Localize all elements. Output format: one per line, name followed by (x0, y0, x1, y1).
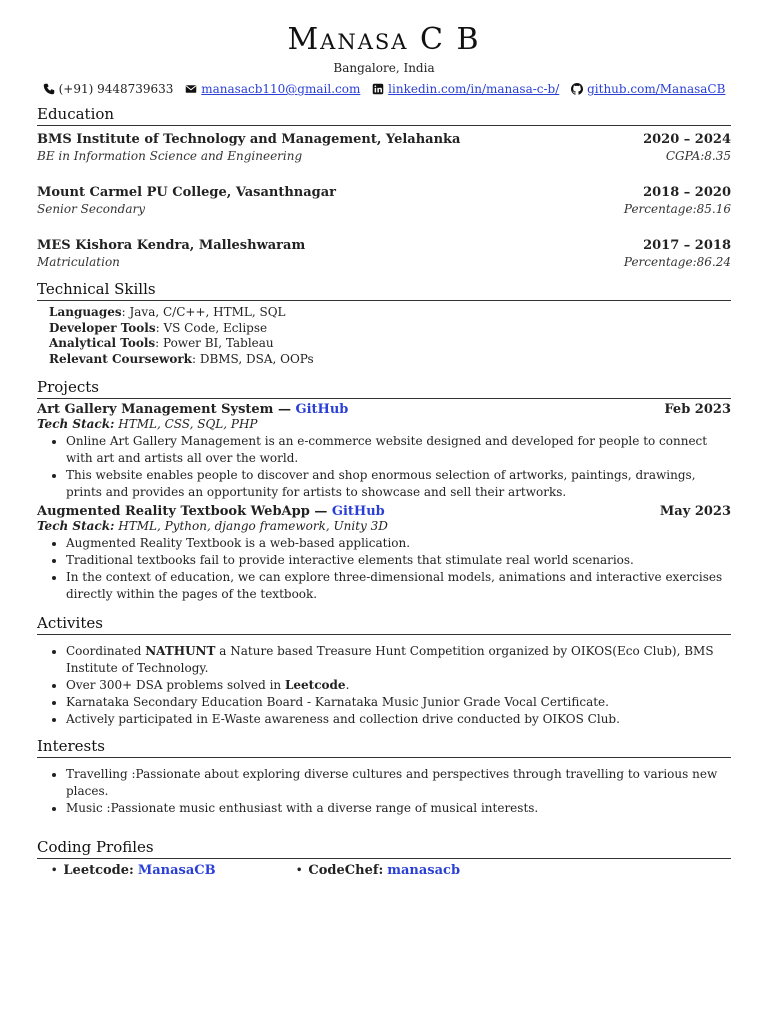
tech-stack-label: Tech Stack: (37, 417, 115, 431)
project-name: Augmented Reality Textbook WebApp — (37, 504, 332, 519)
interests-list (37, 766, 731, 817)
list-item: • Online Art Gallery Management is an e-commerce website designed and developed for people to connect with art and artists all over the world. (66, 433, 731, 467)
activities-list (37, 643, 731, 728)
skill-label: Analytical Tools (49, 336, 156, 350)
list-item: • Travelling :Passionate about exploring diverse cultures and perspectives through travelling to various new places. (66, 766, 731, 800)
activity-text: Karnataka Secondary Education Board - Karnataka Music Junior Grade Vocal Certificate. (66, 695, 609, 709)
degree: BE in Information Science and Engineering (37, 149, 303, 163)
skills-heading: Technical Skills (37, 281, 731, 301)
activity-highlight: NATHUNT (145, 644, 216, 658)
education-entry (37, 185, 731, 216)
activity-text: a Nature based Treasure Hunt Competition organized by OIKOS(Eco Club), BMS Institute of Technology. (66, 644, 714, 675)
profile-codechef (282, 863, 460, 878)
school-name: MES Kishora Kendra, Malleshwaram (37, 238, 306, 253)
project-date: Feb 2023 (664, 402, 731, 417)
projects-heading: Projects (37, 379, 731, 399)
skill-label: Developer Tools (49, 320, 156, 335)
projects-section (37, 379, 731, 603)
list-item: • Traditional textbooks fail to provide interactive elements that stimulate real world scenarios. (66, 552, 731, 569)
project-bullets (37, 433, 731, 501)
education-dates: 2017 – 2018 (643, 238, 731, 253)
project-github-link[interactable]: GitHub (331, 504, 385, 519)
phone-contact (43, 82, 174, 96)
candidate-name: Manasa C B (287, 22, 481, 57)
score: Percentage:85.16 (623, 202, 731, 216)
coding-profiles-list (37, 863, 731, 878)
school-name: BMS Institute of Technology and Management, Yelahanka (37, 132, 461, 147)
tech-stack-label: Tech Stack: (37, 519, 115, 533)
location: Bangalore, India (333, 61, 435, 75)
project-name: Art Gallery Management System — (37, 402, 296, 417)
activities-heading: Activites (37, 615, 731, 635)
tech-stack-value: HTML, Python, django framework, Unity 3D (114, 519, 388, 533)
tech-stack (37, 519, 731, 533)
email-link[interactable]: manasacb110@gmail.com (201, 82, 361, 96)
bullet-icon: • (296, 865, 303, 876)
github-icon (571, 83, 583, 95)
skill-row (49, 336, 731, 352)
degree: Matriculation (37, 255, 120, 269)
activity-text: Over 300+ DSA problems solved in (66, 678, 285, 692)
profile-leetcode (37, 863, 282, 878)
project-date: May 2023 (659, 504, 731, 519)
profile-label: CodeChef: (308, 863, 384, 878)
email-contact[interactable] (185, 82, 360, 96)
list-item (66, 643, 731, 677)
project-bullets (37, 535, 731, 603)
activities-section (37, 615, 731, 728)
education-section (37, 106, 731, 269)
school-name: Mount Carmel PU College, Vasanthnagar (37, 185, 337, 200)
skills-section (37, 281, 731, 367)
skill-row (49, 305, 731, 321)
github-link[interactable]: github.com/ManasaCB (587, 82, 726, 96)
degree: Senior Secondary (37, 202, 146, 216)
linkedin-icon (372, 83, 384, 95)
skill-value: : Java, C/C++, HTML, SQL (121, 305, 286, 319)
tech-stack (37, 417, 731, 431)
project-title (37, 504, 385, 519)
activity-text: Coordinated (66, 644, 146, 658)
skill-label: Relevant Coursework (49, 351, 192, 366)
education-entry (37, 238, 731, 269)
education-dates: 2020 – 2024 (643, 132, 731, 147)
education-heading: Education (37, 106, 731, 126)
project-title (37, 402, 348, 417)
project-entry (37, 504, 731, 603)
activity-text: Actively participated in E-Waste awareness and collection drive conducted by OIKOS Club. (66, 712, 620, 726)
contact-bar (37, 82, 731, 98)
activity-highlight: Leetcode (284, 678, 346, 692)
list-item (66, 694, 731, 711)
project-entry (37, 402, 731, 501)
list-item (66, 677, 731, 694)
score: Percentage:86.24 (623, 255, 731, 269)
skill-value: : DBMS, DSA, OOPs (191, 351, 314, 366)
education-dates: 2018 – 2020 (643, 185, 731, 200)
skill-value: : Power BI, Tableau (155, 336, 274, 350)
interests-heading: Interests (37, 738, 731, 758)
tech-stack-value: HTML, CSS, SQL, PHP (114, 417, 258, 431)
skill-row (49, 352, 731, 368)
skill-row (49, 321, 731, 337)
activity-text: . (345, 678, 350, 692)
interests-section (37, 738, 731, 817)
score: CGPA:8.35 (665, 149, 731, 163)
list-item (66, 711, 731, 728)
phone-number: (+91) 9448739633 (58, 82, 174, 96)
list-item: • Music :Passionate music enthusiast with a diverse range of musical interests. (66, 800, 731, 817)
coding-profiles-heading: Coding Profiles (37, 839, 731, 859)
profile-label: Leetcode: (63, 863, 134, 878)
project-github-link[interactable]: GitHub (295, 402, 349, 417)
profile-link[interactable]: ManasaCB (137, 863, 216, 878)
list-item: • Augmented Reality Textbook is a web-based application. (66, 535, 731, 552)
bullet-icon: • (51, 865, 58, 876)
skill-label: Languages (49, 305, 122, 319)
list-item: • In the context of education, we can explore three-dimensional models, animations and interactive exercises directly within the pages of the textbook. (66, 569, 731, 603)
linkedin-contact[interactable] (372, 82, 559, 96)
coding-profiles-section (37, 839, 731, 878)
phone-icon (43, 83, 55, 95)
github-contact[interactable] (571, 82, 725, 96)
resume-page (37, 0, 731, 878)
education-entry (37, 132, 731, 163)
skill-value: : VS Code, Eclipse (155, 320, 268, 335)
list-item: • This website enables people to discover and shop enormous selection of artworks, paintings, drawings, prints and provides an opportunity for artists to showcase and sell their artworks. (66, 467, 731, 501)
skills-list (49, 305, 731, 367)
envelope-icon (185, 83, 197, 95)
linkedin-link[interactable]: linkedin.com/in/manasa-c-b/ (388, 82, 560, 96)
profile-link[interactable]: manasacb (387, 863, 461, 878)
